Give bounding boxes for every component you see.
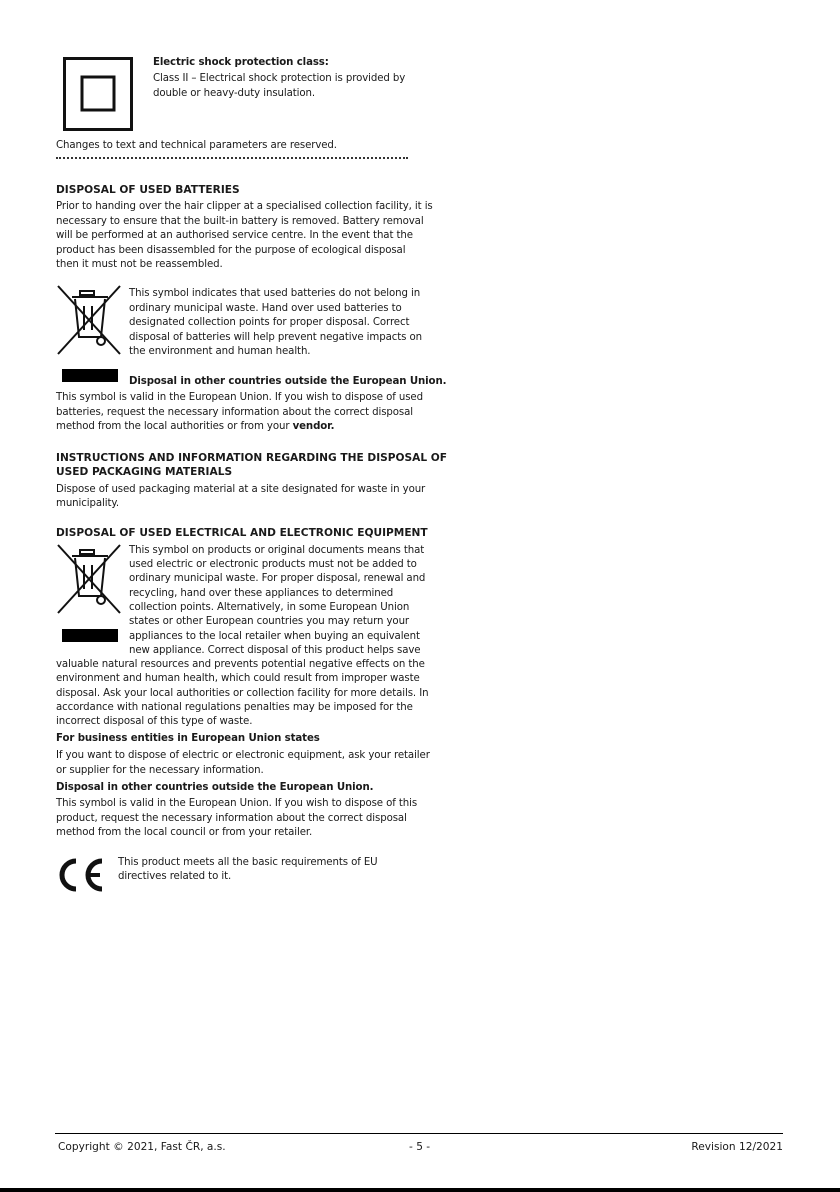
dotted-divider [56, 154, 408, 159]
battery-other-line: This symbol is valid in the European Union. If you wish to dispose of used [56, 392, 423, 403]
weee-line: incorrect disposal of this type of waste. [56, 716, 253, 727]
outside-eu-line: This symbol is valid in the European Union. If you wish to dispose of this [56, 798, 418, 809]
ce-line: directives related to it. [118, 871, 232, 882]
weee-line: environment and human health, which could result from improper waste [56, 673, 420, 684]
crossed-out-bin-icon [56, 284, 124, 356]
copyright: Copyright © 2021, Fast ČR, a.s. [58, 1141, 226, 1153]
reserved-note: Changes to text and technical parameters are reserved. [56, 140, 337, 151]
packaging-line: municipality. [56, 498, 119, 509]
business-title: For business entities in European Union states [56, 733, 320, 744]
weee-line: This symbol on products or original documents means that [129, 545, 425, 556]
outside-eu-line: method from the local council or from your retailer. [56, 827, 313, 838]
weee-line: recycling, hand over these appliances to determined [129, 588, 394, 599]
batteries-line: Prior to handing over the hair clipper at a specialised collection facility, it is [56, 201, 433, 212]
weee-line: accordance with national regulations penalties may be imposed for the [56, 702, 413, 713]
battery-symbol-line: the environment and human health. [129, 346, 311, 357]
outside-eu-line: product, request the necessary information about the correct disposal [56, 813, 407, 824]
packaging-heading: INSTRUCTIONS AND INFORMATION REGARDING THE DISPOSAL OF [56, 452, 448, 464]
battery-symbol-line: ordinary municipal waste. Hand over used batteries to [129, 303, 402, 314]
business-line: or supplier for the necessary information. [56, 765, 264, 776]
black-bar-symbol [62, 369, 118, 382]
battery-symbol-line: disposal of batteries will help prevent negative impacts on [129, 332, 422, 343]
page-bottom-edge [0, 1188, 840, 1192]
weee-line: ordinary municipal waste. For proper disposal, renewal and [129, 573, 426, 584]
batteries-line: necessary to ensure that the built-in battery is removed. Battery removal [56, 216, 424, 227]
footer-rule [55, 1133, 783, 1134]
packaging-heading: USED PACKAGING MATERIALS [56, 466, 233, 478]
ce-mark-icon [56, 857, 108, 893]
vendor-bold: vendor. [292, 421, 335, 432]
ce-line: This product meets all the basic requirements of EU [118, 857, 378, 868]
battery-other-line [56, 420, 334, 434]
class-ii-line: Class II – Electrical shock protection is provided by [153, 73, 406, 84]
page-number: - 5 - [409, 1141, 431, 1153]
class-ii-title: Electric shock protection class: [153, 57, 329, 68]
crossed-out-bin-icon [56, 543, 124, 615]
business-line: If you want to dispose of electric or electronic equipment, ask your retailer [56, 750, 430, 761]
weee-line: used electric or electronic products must not be added to [129, 559, 417, 570]
weee-line: valuable natural resources and prevents potential negative effects on the [56, 659, 425, 670]
battery-other-line-text: method from the local authorities or from your [56, 421, 293, 432]
batteries-line: will be performed at an authorised service centre. In the event that the [56, 230, 413, 241]
battery-symbol-line: designated collection points for proper disposal. Correct [129, 317, 410, 328]
weee-heading: DISPOSAL OF USED ELECTRICAL AND ELECTRONIC EQUIPMENT [56, 527, 428, 539]
outside-eu-title: Disposal in other countries outside the European Union. [56, 782, 374, 793]
battery-other-line: batteries, request the necessary information about the correct disposal [56, 407, 413, 418]
batteries-line: product has been disassembled for the purpose of ecological disposal [56, 245, 406, 256]
weee-line: collection points. Alternatively, in some European Union [129, 602, 410, 613]
battery-other-title: Disposal in other countries outside the European Union. [129, 376, 447, 387]
black-bar-symbol [62, 629, 118, 642]
weee-line: new appliance. Correct disposal of this product helps save [129, 645, 421, 656]
weee-line: appliances to the local retailer when buying an equivalent [129, 631, 420, 642]
battery-symbol-line: This symbol indicates that used batteries do not belong in [129, 288, 421, 299]
weee-line: states or other European countries you may return your [129, 616, 410, 627]
packaging-line: Dispose of used packaging material at a site designated for waste in your [56, 484, 426, 495]
revision: Revision 12/2021 [691, 1141, 783, 1153]
weee-line: disposal. Ask your local authorities or collection facility for more details. In [56, 688, 429, 699]
class-ii-double-square-icon [63, 57, 133, 131]
class-ii-line: double or heavy-duty insulation. [153, 88, 316, 99]
batteries-line: then it must not be reassembled. [56, 259, 223, 270]
batteries-heading: DISPOSAL OF USED BATTERIES [56, 184, 240, 196]
